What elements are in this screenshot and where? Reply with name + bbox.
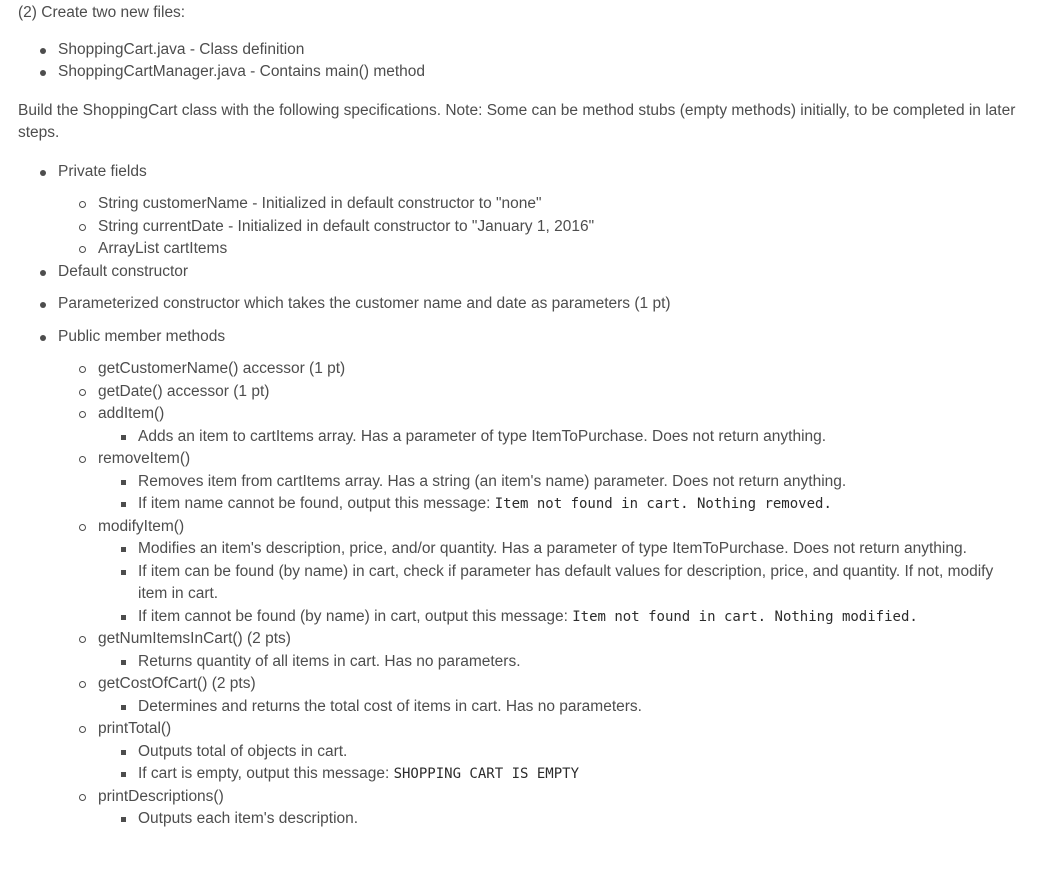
list-item: ShoppingCartManager.java - Contains main() method [18, 61, 1018, 84]
list-item: String currentDate - Initialized in default constructor to "January 1, 2016" [58, 216, 1018, 239]
message-prefix: If item cannot be found (by name) in cart, output this message: [138, 607, 573, 625]
method-details [98, 426, 1018, 449]
method-modifyitem [58, 516, 1018, 629]
list-item [98, 493, 1018, 516]
method-additem [58, 403, 1018, 448]
spec-default-constructor: Default constructor [18, 261, 1018, 284]
method-getnumitemsincart [58, 628, 1018, 673]
list-item: Outputs each item's description. [98, 808, 1018, 831]
method-getcostofcart [58, 673, 1018, 718]
spec-label: Private fields [58, 162, 147, 180]
spec-private-fields [18, 161, 1018, 261]
method-name: removeItem() [98, 450, 191, 467]
method-getcustomername: getCustomerName() accessor (1 pt) [58, 358, 1018, 381]
private-fields-list [58, 193, 1018, 261]
method-name: addItem() [98, 405, 165, 422]
list-item: Returns quantity of all items in cart. Has no parameters. [98, 651, 1018, 674]
files-list [18, 39, 1018, 84]
output-message-code: Item not found in cart. Nothing modified. [572, 608, 918, 625]
method-printdescriptions [58, 786, 1018, 831]
intro-text: (2) Create two new files: [18, 4, 186, 21]
output-message-code: Item not found in cart. Nothing removed. [494, 496, 832, 512]
message-prefix: If item name cannot be found, output this message: [138, 495, 495, 512]
list-item: Outputs total of objects in cart. [98, 741, 1018, 764]
public-methods-list [58, 358, 1018, 831]
list-item: If item can be found (by name) in cart, check if parameter has default values for description, price, and quantity. If not, modify item in cart. [98, 561, 1018, 606]
output-message-code: SHOPPING CART IS EMPTY [393, 766, 580, 782]
method-name: getNumItemsInCart() (2 pts) [98, 630, 291, 647]
method-details [98, 651, 1018, 674]
method-removeitem [58, 448, 1018, 516]
list-item: ShoppingCart.java - Class definition [18, 39, 1018, 62]
list-item: Determines and returns the total cost of items in cart. Has no parameters. [98, 696, 1018, 719]
list-item [98, 606, 1018, 629]
method-getdate: getDate() accessor (1 pt) [58, 381, 1018, 404]
method-details [98, 471, 1018, 516]
list-item [98, 763, 1018, 786]
method-name: printDescriptions() [98, 787, 224, 805]
method-details [98, 538, 1018, 628]
method-details [98, 741, 1018, 786]
method-details [98, 808, 1018, 831]
list-item: Modifies an item's description, price, and/or quantity. Has a parameter of type ItemToPurchase. Does not return anything. [98, 538, 1018, 561]
spec-public-methods [18, 326, 1018, 831]
method-details [98, 696, 1018, 719]
spec-param-constructor: Parameterized constructor which takes the customer name and date as parameters (1 pt) [18, 293, 1018, 316]
method-name: printTotal() [98, 720, 172, 737]
message-prefix: If cart is empty, output this message: [138, 765, 394, 782]
build-paragraph: Build the ShoppingCart class with the following specifications. Note: Some can be method stubs (empty methods) initially, to be completed in later steps. [18, 101, 1016, 141]
spec-label: Public member methods [58, 327, 226, 345]
list-item: String customerName - Initialized in default constructor to "none" [58, 193, 1018, 216]
list-item: Adds an item to cartItems array. Has a parameter of type ItemToPurchase. Does not return anything. [98, 426, 1018, 449]
method-name: modifyItem() [98, 517, 185, 535]
method-name: getCostOfCart() (2 pts) [98, 675, 256, 692]
list-item: Removes item from cartItems array. Has a string (an item's name) parameter. Does not return anything. [98, 471, 1018, 494]
method-printtotal [58, 718, 1018, 786]
specification-list [18, 161, 1018, 831]
list-item: ArrayList cartItems [58, 238, 1018, 261]
